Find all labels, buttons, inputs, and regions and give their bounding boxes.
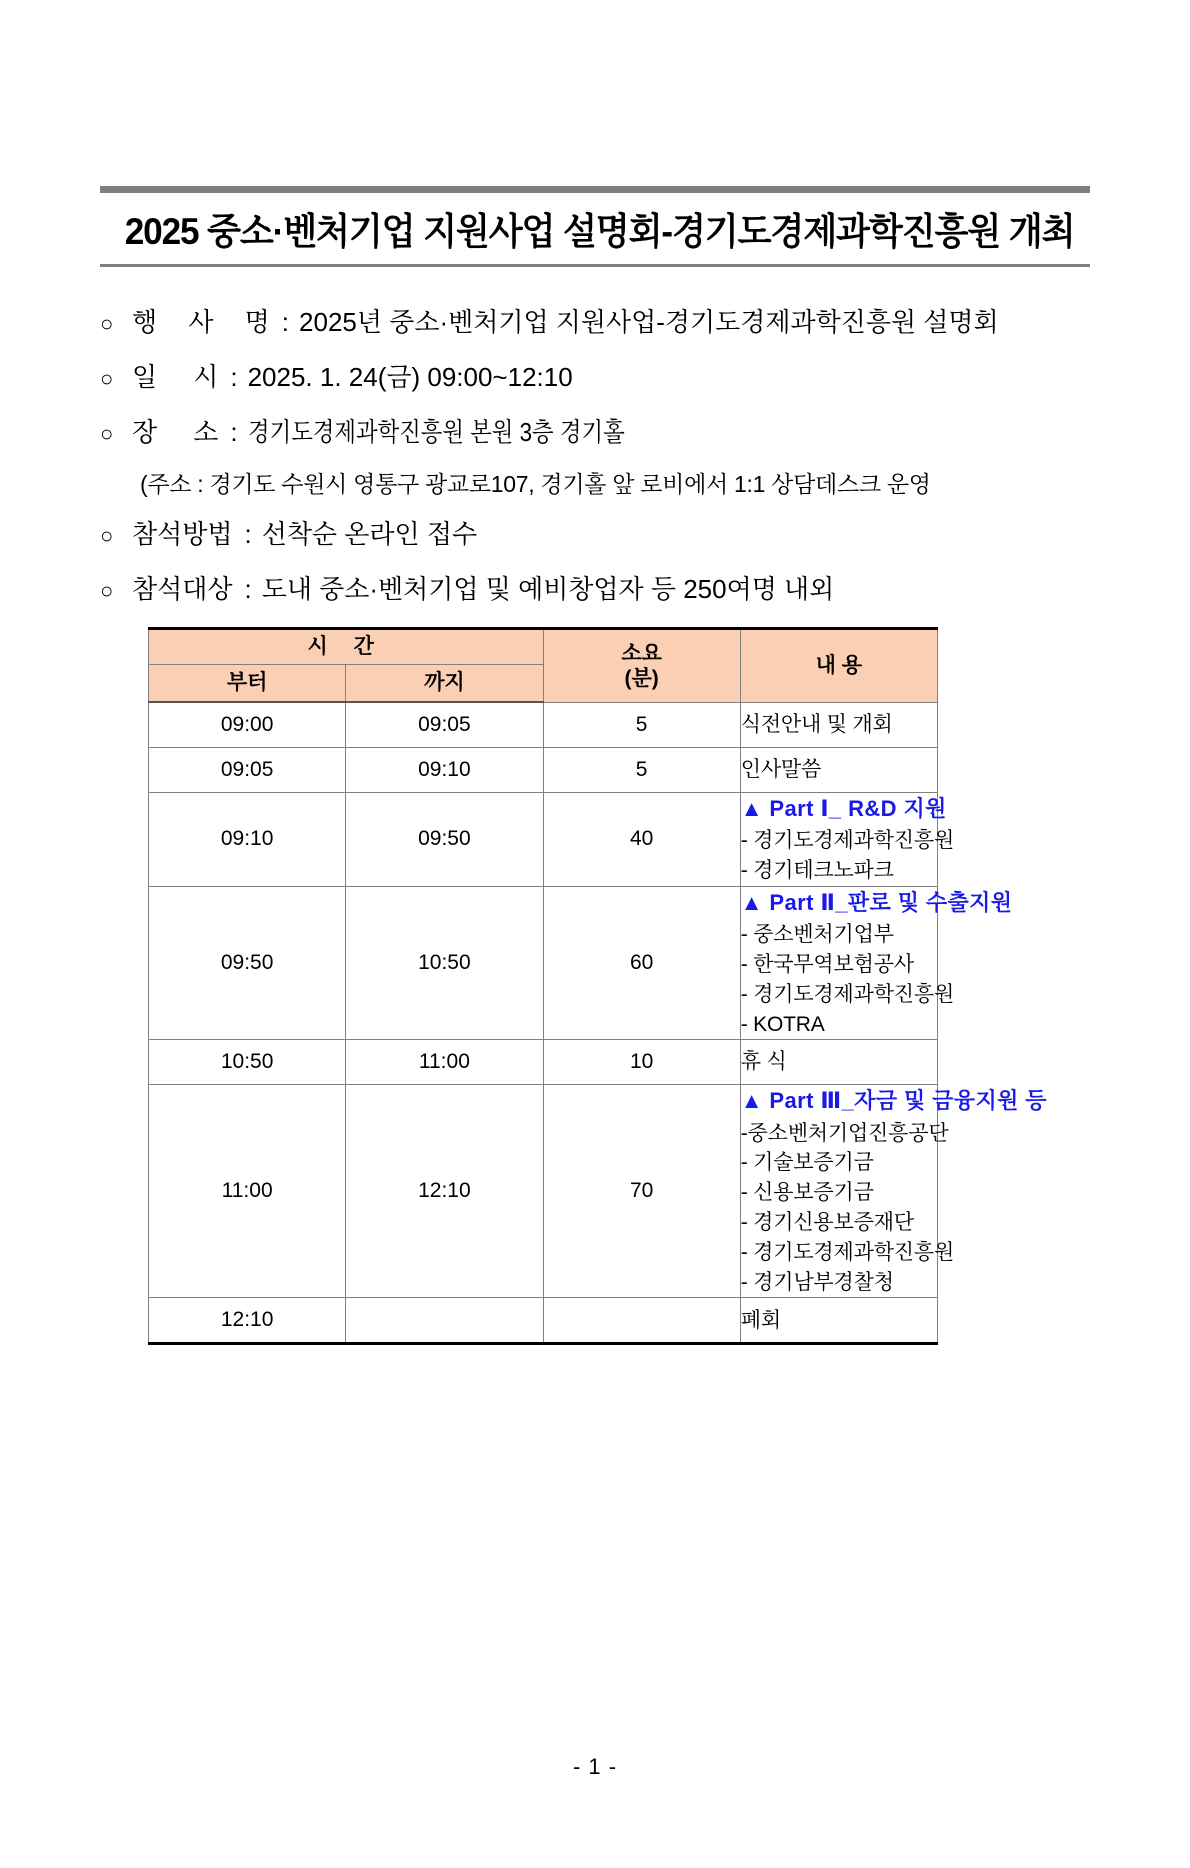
header-to: 까지 xyxy=(346,665,543,703)
info-label: 일 시 xyxy=(132,361,219,392)
cell-time-from: 09:00 xyxy=(149,702,346,748)
venue-address-note: (주소 : 경기도 수원시 영통구 광교로107, 경기홀 앞 로비에서 1:1 상담데스크 운영 xyxy=(140,470,931,497)
info-separator: : xyxy=(230,361,238,392)
page-number-footer: - 1 - xyxy=(572,1754,618,1779)
bullet-icon: ○ xyxy=(100,522,114,548)
cell-content xyxy=(740,702,937,748)
table-row xyxy=(149,1040,938,1085)
info-item-registration xyxy=(100,517,1090,552)
info-label: 참석대상 xyxy=(132,573,233,604)
info-value: 2025. 1. 24(금) 09:00~12:10 xyxy=(247,361,573,392)
info-value: 선착순 온라인 접수 xyxy=(261,518,478,549)
content-line: - 경기신용보증재단 xyxy=(740,1211,914,1235)
header-from: 부터 xyxy=(149,665,346,703)
info-item-venue xyxy=(100,415,1090,450)
info-value: 2025년 중소·벤처기업 지원사업-경기도경제과학진흥원 설명회 xyxy=(299,306,999,337)
info-value: 경기도경제과학진흥원 본원 3층 경기홀 xyxy=(247,416,625,447)
schedule-table xyxy=(148,627,1047,1345)
content-line: - 경기남부경찰청 xyxy=(740,1270,894,1294)
content-line: -중소벤처기업진흥공단 xyxy=(740,1121,949,1145)
cell-duration: 5 xyxy=(543,748,740,793)
cell-content xyxy=(740,748,937,793)
header-duration-line2: (분) xyxy=(624,666,659,690)
bullet-icon: ○ xyxy=(100,420,114,446)
cell-time-from: 12:10 xyxy=(149,1298,346,1344)
info-separator: : xyxy=(230,416,238,447)
content-line: 인사말씀 xyxy=(740,758,822,782)
part-heading: ▲ Part Ⅲ_자금 및 금융지원 등 xyxy=(740,1088,1047,1114)
cell-content xyxy=(740,886,1013,1039)
info-value: 도내 중소·벤처기업 및 예비창업자 등 250여명 내외 xyxy=(261,573,835,604)
cell-duration xyxy=(543,1298,740,1344)
title-rule-bottom xyxy=(100,264,1090,267)
content-line: - 중소벤처기업부 xyxy=(740,923,894,947)
cell-content xyxy=(740,1040,937,1085)
content-line: - KOTRA xyxy=(740,1012,825,1036)
info-label: 행 사 명 xyxy=(132,306,282,337)
cell-time-to: 11:00 xyxy=(346,1040,543,1085)
table-row xyxy=(149,1298,938,1344)
table-row xyxy=(149,702,938,748)
content-line: - 경기도경제과학진흥원 xyxy=(740,1240,955,1264)
cell-time-to: 12:10 xyxy=(346,1085,543,1298)
schedule-table-wrapper xyxy=(148,627,1047,1345)
header-duration xyxy=(543,629,740,703)
content-line: - 기술보증기금 xyxy=(740,1151,874,1175)
info-separator: : xyxy=(244,573,252,604)
cell-time-from: 09:05 xyxy=(149,748,346,793)
document-page xyxy=(0,186,1190,1868)
header-time-group: 시 간 xyxy=(149,629,544,665)
info-label: 장 소 xyxy=(132,416,219,447)
info-label: 참석방법 xyxy=(132,518,233,549)
content-line: 휴 식 xyxy=(740,1050,787,1074)
cell-time-to: 09:05 xyxy=(346,702,543,748)
content-line: - 신용보증기금 xyxy=(740,1181,874,1205)
cell-time-to xyxy=(346,1298,543,1344)
content-line: - 한국무역보험공사 xyxy=(740,952,914,976)
table-row xyxy=(149,886,938,1039)
header-duration-line1: 소요 xyxy=(621,641,662,665)
info-item-event-name xyxy=(100,305,1090,340)
schedule-table-head xyxy=(149,629,938,703)
cell-content xyxy=(740,793,955,887)
part-heading: ▲ Part Ⅱ_판로 및 수출지원 xyxy=(740,889,1013,915)
cell-time-to: 09:50 xyxy=(346,793,543,887)
table-header-row-1 xyxy=(149,629,938,665)
cell-time-to: 09:10 xyxy=(346,748,543,793)
cell-duration: 10 xyxy=(543,1040,740,1085)
bullet-icon: ○ xyxy=(100,310,114,336)
cell-content xyxy=(740,1085,1047,1298)
content-line: - 경기테크노파크 xyxy=(740,859,894,883)
info-separator: : xyxy=(244,518,252,549)
content-line: - 경기도경제과학진흥원 xyxy=(740,829,955,853)
table-row xyxy=(149,748,938,793)
content-line: 폐회 xyxy=(740,1308,781,1332)
info-item-datetime xyxy=(100,360,1090,395)
cell-content xyxy=(740,1298,937,1344)
cell-time-from: 10:50 xyxy=(149,1040,346,1085)
cell-time-from: 09:50 xyxy=(149,886,346,1039)
bullet-icon: ○ xyxy=(100,365,114,391)
cell-time-to: 10:50 xyxy=(346,886,543,1039)
cell-duration: 60 xyxy=(543,886,740,1039)
bullet-icon: ○ xyxy=(100,577,114,603)
event-info-list xyxy=(100,305,1090,607)
title-rule-top xyxy=(100,186,1090,193)
cell-duration: 70 xyxy=(543,1085,740,1298)
info-item-audience xyxy=(100,572,1090,607)
schedule-table-body xyxy=(149,702,1047,1344)
table-row xyxy=(149,1085,938,1298)
content-line: 식전안내 및 개회 xyxy=(740,712,893,736)
table-row xyxy=(149,793,938,887)
content-line: - 경기도경제과학진흥원 xyxy=(740,982,955,1006)
cell-duration: 5 xyxy=(543,702,740,748)
page-title: 2025 중소·벤처기업 지원사업 설명회-경기도경제과학진흥원 개최 xyxy=(124,211,1075,252)
info-separator: : xyxy=(281,306,290,337)
header-content: 내 용 xyxy=(740,629,937,703)
cell-duration: 40 xyxy=(543,793,740,887)
cell-time-from: 09:10 xyxy=(149,793,346,887)
cell-time-from: 11:00 xyxy=(149,1085,346,1298)
part-heading: ▲ Part Ⅰ_ R&D 지원 xyxy=(740,796,947,822)
